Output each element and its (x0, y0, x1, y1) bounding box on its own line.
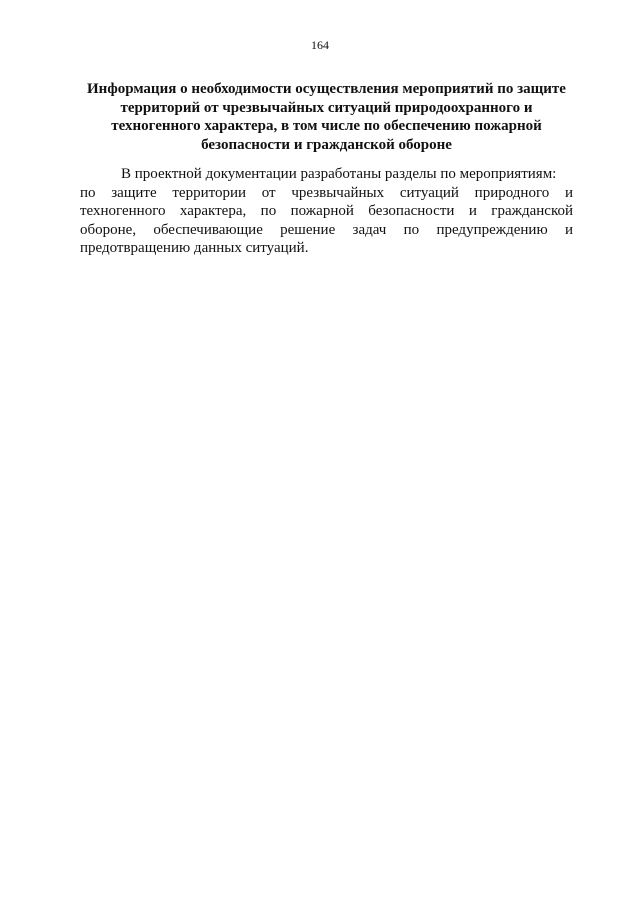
paragraph-line: техногенного характера, по пожарной безопасности и гражданской (80, 203, 573, 219)
section-heading (80, 80, 573, 154)
heading-line: территорий от чрезвычайных ситуаций природоохранного и (120, 99, 533, 116)
heading-line: безопасности и гражданской обороне (201, 136, 452, 153)
paragraph-line: по защите территории от чрезвычайных ситуаций природного и (80, 184, 573, 201)
paragraph-line: В проектной документации разработаны разделы по мероприятиям: (121, 166, 557, 182)
heading-line: Информация о необходимости осуществления мероприятий по защите (87, 81, 566, 97)
page-number: 164 (311, 38, 329, 52)
paragraph-line: обороне, обеспечивающие решение задач по предупреждению и (80, 221, 573, 238)
heading-line: техногенного характера, в том числе по обеспечению пожарной (111, 118, 542, 134)
paragraph-line: предотвращению данных ситуаций. (80, 240, 309, 256)
body-paragraph (80, 165, 573, 258)
